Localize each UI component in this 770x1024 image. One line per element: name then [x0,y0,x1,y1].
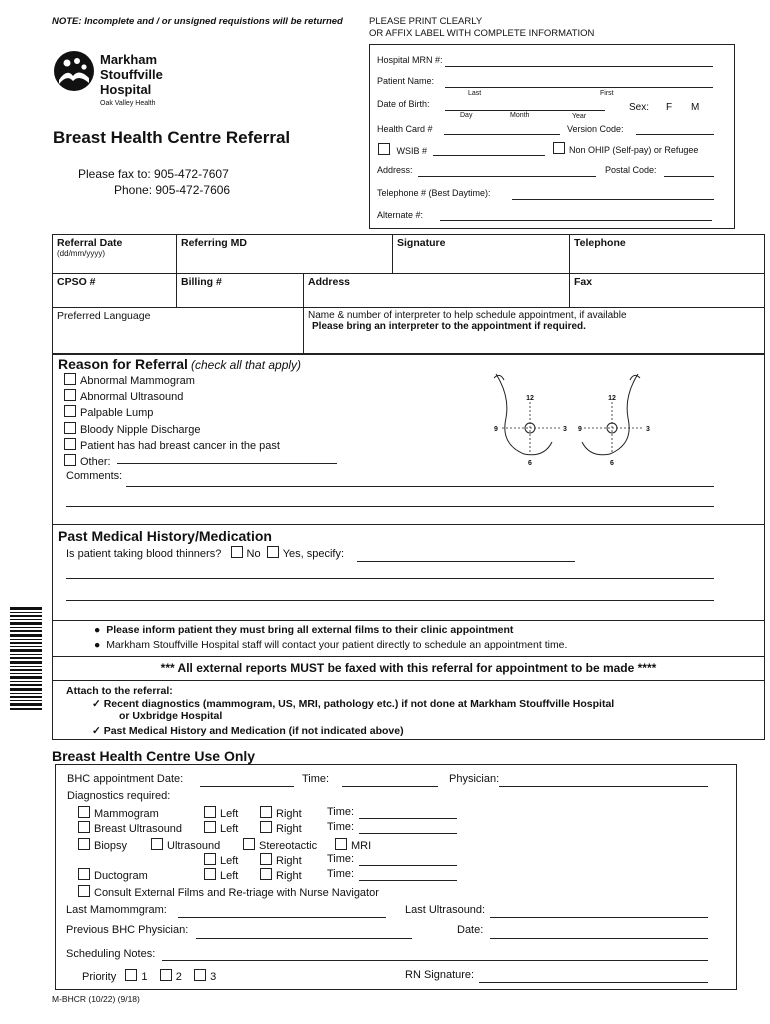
comments-label: Comments: [66,470,123,482]
no-label: No [246,548,261,560]
signature-label: Signature [397,237,446,249]
breast-us-time-input[interactable] [359,833,457,834]
cpso-cell[interactable] [52,273,177,308]
postal-code-label: Postal Code: [605,165,657,175]
logo-text [100,52,163,97]
prev-physician-label: Previous BHC Physician: [66,924,189,936]
prev-date-label: Date: [457,924,484,936]
right-label: Right [276,808,302,820]
fax-cell[interactable] [569,273,765,308]
incomplete-note: NOTE: Incomplete and / or unsigned requistions will be returned [52,16,343,27]
ductogram-left [204,868,238,882]
biopsy-mri [335,838,371,852]
dob-input[interactable] [445,110,605,111]
mammogram-checkbox[interactable] [78,806,90,818]
reason-label: Abnormal Ultrasound [80,391,184,404]
breast-us-left-checkbox[interactable] [204,821,216,833]
biopsy-right [260,853,302,867]
ductogram-checkbox[interactable] [78,868,90,880]
last-ultrasound-input[interactable] [490,917,708,918]
consult-checkbox[interactable] [78,885,90,897]
mammogram-row [78,806,159,820]
biopsy-time-input[interactable] [359,865,457,866]
preferred-language-label: Preferred Language [57,310,151,322]
priority-row [82,969,216,983]
bhc-physician-label: Physician: [449,773,500,785]
left-label: Left [220,855,239,867]
non-ohip-checkbox[interactable] [553,142,565,154]
consult-label: Consult External Films and Re-triage with Nurse Navigator [94,887,379,899]
attach-item-2-text: Past Medical History and Medication (if not indicated above) [103,725,404,737]
mammogram-right [260,806,302,820]
dob-label: Date of Birth: [377,99,430,109]
priority-2-label: 2 [175,971,182,983]
billing-cell[interactable] [176,273,304,308]
version-code-label: Version Code: [567,124,624,134]
priority-label: Priority [82,971,117,983]
preferred-language-cell[interactable] [52,307,304,354]
priority-1-label: 1 [141,971,148,983]
form-code: M-BHCR (10/22) (9/18) [52,994,140,1004]
ductogram-right [260,868,302,882]
non-ohip-row [553,142,698,155]
attach-item-1-cont: or Uxbridge Hospital [119,710,223,722]
clock-6-left: 6 [528,460,532,467]
mammogram-time-input[interactable] [359,818,457,819]
patient-info-box [369,44,735,229]
interpreter-cell[interactable] [303,307,765,354]
rn-signature-input[interactable] [479,982,708,983]
biopsy-mri-checkbox[interactable] [335,838,347,850]
bhc-time-label: Time: [302,773,330,785]
right-label: Right [276,855,302,867]
referral-date-cell[interactable] [52,234,177,274]
referral-date-label: Referral Date [57,237,123,249]
phone-number: Phone: 905-472-7606 [114,183,231,197]
mammogram-time-label: Time: [327,806,355,818]
alternate-input[interactable] [440,220,712,221]
md-address-label: Address [308,276,351,288]
biopsy-mri-label: MRI [351,840,372,852]
priority-3-label: 3 [210,971,217,983]
patient-name-input[interactable] [445,87,713,88]
prev-physician-input[interactable] [196,938,412,939]
ductogram-left-checkbox[interactable] [204,868,216,880]
md-address-cell[interactable] [303,273,570,308]
reason-label: Palpable Lump [80,407,154,420]
biopsy-row [78,838,127,852]
consult-row [78,885,379,899]
bhc-appt-date-input[interactable] [200,786,294,787]
biopsy-ultrasound-label: Ultrasound [167,840,221,852]
prev-date-input[interactable] [490,938,708,939]
referring-md-cell[interactable] [176,234,393,274]
yes-label: Yes, specify: [282,548,345,560]
biopsy-ultrasound-checkbox[interactable] [151,838,163,850]
biopsy-right-checkbox[interactable] [260,853,272,865]
reason-label: Patient has had breast cancer in the past [80,439,280,452]
telephone-label: Telephone # (Best Daytime): [377,188,491,198]
biopsy-stereotactic-label: Stereotactic [259,840,318,852]
biopsy-ultrasound [151,838,220,852]
reason-hint: (check all that apply) [191,358,302,372]
logo-subtitle: Oak Valley Health [100,100,156,107]
biopsy-left-checkbox[interactable] [204,853,216,865]
breast-us-checkbox[interactable] [78,821,90,833]
reason-label: Abnormal Mammogram [80,375,195,387]
attach-item-1-text: Recent diagnostics (mammogram, US, MRI, pathology etc.) if not done at Markham Stouffville Hospital [103,698,615,710]
wsib-checkbox[interactable] [378,143,390,155]
reason-section-frame [52,354,765,524]
left-label: Left [220,870,239,882]
last-mammogram-label: Last Mamommgram: [66,904,167,916]
clock-9-right: 9 [578,426,582,433]
biopsy-stereotactic [243,838,317,852]
attach-item-2: ✓ Past Medical History and Medication (if not indicated above) [92,725,404,737]
print-clearly-line1: PLEASE PRINT CLEARLY [369,16,483,27]
notice-divider-1 [52,656,765,657]
left-label: Left [220,823,239,835]
reason-label: Bloody Nipple Discharge [80,423,201,436]
left-label: Left [220,808,239,820]
fax-number: Please fax to: 905-472-7607 [78,167,229,181]
history-title: Past Medical History/Medication [58,528,272,544]
address-label: Address: [377,165,413,175]
breast-us-left [204,821,238,835]
health-card-input[interactable] [444,134,560,135]
biopsy-left [204,853,238,867]
mammogram-right-checkbox[interactable] [260,806,272,818]
print-clearly-line2: OR AFFIX LABEL WITH COMPLETE INFORMATION [369,28,595,39]
biopsy-stereotactic-checkbox[interactable] [243,838,255,850]
clock-3-right: 3 [646,426,650,433]
postal-code-input[interactable] [664,176,714,177]
address-input[interactable] [418,176,596,177]
cpso-label: CPSO # [57,276,96,288]
version-code-input[interactable] [636,134,714,135]
clock-9-left: 9 [494,426,498,433]
sex-m-option[interactable]: M [691,102,700,113]
md-fax-label: Fax [574,276,593,288]
ductogram-time-label: Time: [327,868,355,880]
bhc-physician-input[interactable] [499,786,708,787]
date-format-hint: (dd/mm/yyyy) [57,249,105,258]
biopsy-time-label: Time: [327,853,355,865]
ductogram-label: Ductogram [94,870,148,882]
attach-item-1: ✓ Recent diagnostics (mammogram, US, MRI, pathology etc.) if not done at Markham Stouffville Hospital [92,698,615,710]
year-hint: Year [572,113,587,120]
biopsy-checkbox[interactable] [78,838,90,850]
breast-us-right [260,821,302,835]
priority-3-checkbox[interactable] [194,969,206,981]
clock-12-right: 12 [608,395,616,402]
priority-1-checkbox[interactable] [125,969,137,981]
biopsy-label: Biopsy [94,840,128,852]
wsib-input[interactable] [433,155,545,156]
clock-12-left: 12 [526,395,534,402]
wsib-row [378,143,427,156]
last-ultrasound-label: Last Ultrasound: [405,904,486,916]
breast-us-label: Breast Ultrasound [94,823,183,835]
bhc-time-input[interactable] [342,786,438,787]
sex-label: Sex: [629,102,650,113]
blood-thinner-question: Is patient taking blood thinners? [66,548,222,560]
rn-signature-label: RN Signature: [405,969,475,981]
breast-us-time-label: Time: [327,821,355,833]
barcode-icon [10,607,42,712]
attach-label: Attach to the referral: [66,685,173,697]
scheduling-notes-label: Scheduling Notes: [66,948,156,960]
breast-us-right-checkbox[interactable] [260,821,272,833]
alternate-label: Alternate #: [377,210,424,220]
md-telephone-label: Telephone [574,237,626,249]
history-section-frame [52,524,765,620]
reason-title: Reason for Referral [58,356,188,372]
first-name-hint: First [600,90,614,97]
interpreter-line2: Please bring an interpreter to the appointment if required. [312,321,586,332]
non-ohip-label: Non OHIP (Self-pay) or Refugee [569,145,699,155]
mammogram-left [204,806,238,820]
ductogram-row [78,868,148,882]
telephone-cell[interactable] [569,234,765,274]
bhc-title: Breast Health Centre Use Only [52,748,256,764]
day-hint: Day [460,112,473,119]
referring-md-label: Referring MD [181,237,247,249]
logo-line2: Stouffville [100,67,163,82]
billing-label: Billing # [181,276,222,288]
ductogram-time-input[interactable] [359,880,457,881]
patient-name-label: Patient Name: [377,76,435,86]
priority-2-checkbox[interactable] [160,969,172,981]
notice-bullet-2-text: Markham Stouffville Hospital staff will contact your patient directly to schedule an appointment time. [106,639,568,651]
form-title: Breast Health Centre Referral [53,128,291,147]
notice-bullet-1: ● Please inform patient they must bring all external films to their clinic appointment [94,624,514,636]
sex-f-option[interactable]: F [666,102,673,113]
signature-cell[interactable] [392,234,570,274]
mammogram-label: Mammogram [94,808,159,820]
breast-us-row [78,821,182,835]
diag-required-label: Diagnostics required: [67,790,171,802]
last-name-hint: Last [468,90,482,97]
mrn-label: Hospital MRN #: [377,55,443,65]
right-label: Right [276,823,302,835]
mrn-input[interactable] [445,66,713,67]
hospital-logo-icon [53,50,95,92]
reason-label: Other: [80,456,111,469]
mammogram-left-checkbox[interactable] [204,806,216,818]
notice-divider-2 [52,680,765,681]
logo-line1: Markham [100,52,158,67]
clock-3-left: 3 [563,426,567,433]
wsib-label: WSIB # [396,146,428,156]
month-hint: Month [510,112,530,119]
logo-line3: Hospital [100,82,152,97]
health-card-label: Health Card # [377,124,433,134]
interpreter-line1: Name & number of interpreter to help schedule appointment, if available [308,310,627,321]
last-mammogram-input[interactable] [178,917,386,918]
notice-bullet-2: ● Markham Stouffville Hospital staff will contact your patient directly to schedule an appointment time. [94,639,568,651]
scheduling-notes-input[interactable] [162,960,708,961]
bhc-appt-date-label: BHC appointment Date: [67,773,184,785]
right-label: Right [276,870,302,882]
external-reports-notice: *** All external reports MUST be faxed with this referral for appointment to be made **** [160,661,657,675]
ductogram-right-checkbox[interactable] [260,868,272,880]
clock-6-right: 6 [610,460,614,467]
telephone-input[interactable] [512,199,714,200]
notice-bullet-1-text: Please inform patient they must bring all external films to their clinic appointment [106,624,514,636]
